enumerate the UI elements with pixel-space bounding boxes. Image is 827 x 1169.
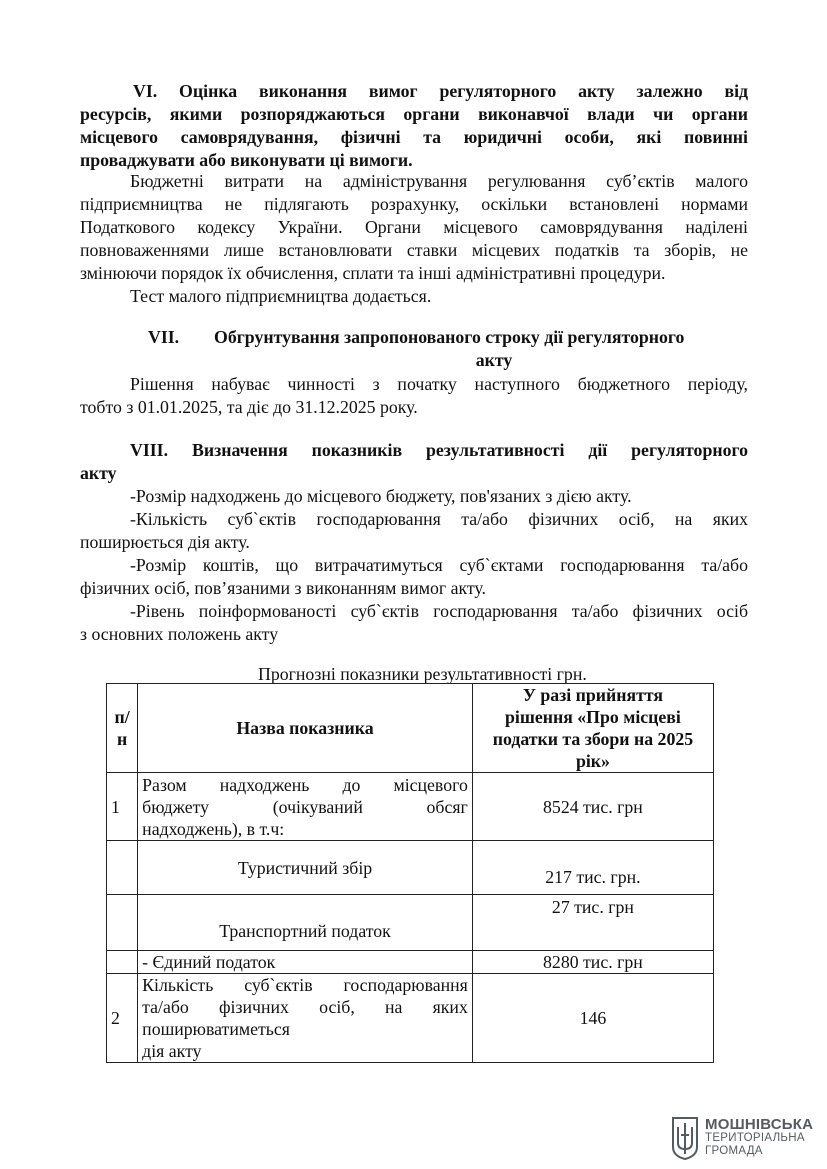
paragraph-line: змінюючи порядок їх обчислення, сплати та інші адміністративні процедури. (80, 263, 666, 283)
section-7-text (80, 373, 748, 419)
table-row (107, 974, 714, 1063)
paragraph-line: Податкового кодексу України. Органи місцевого самоврядування наділені (80, 217, 748, 237)
header-value-line: рік» (575, 751, 610, 771)
paragraph-line: підприємництва не підлягають розрахунку, оскільки встановлені нормами (80, 194, 748, 214)
small-business-test-note: Тест малого підприємництва додається. (130, 286, 432, 306)
table-header-row (107, 684, 714, 773)
paragraph-line: Рішення набуває чинності з початку наступного бюджетного періоду, (130, 374, 748, 394)
row-value: 8280 тис. грн (472, 951, 713, 974)
section-7-heading (80, 326, 748, 372)
row-num (107, 895, 138, 951)
table-row (107, 951, 714, 974)
indicators-table (106, 683, 714, 1063)
row-name-line: Разом надходжень до місцевого (142, 774, 468, 795)
header-value-line: податки та збори на 2025 (492, 729, 694, 749)
section-6-heading-line: місцевого самоврядування, фізичні та юридичні особи, які повинні (80, 127, 748, 147)
row-num: 2 (107, 974, 138, 1063)
logo-line: ТЕРИТОРІАЛЬНА (705, 1132, 805, 1144)
section-6-heading-line: VI. Оцінка виконання вимог регуляторного акту залежно від (133, 81, 748, 101)
row-value: 27 тис. грн (472, 895, 713, 951)
row-name-line: надходжень), в т.ч: (142, 818, 285, 839)
trident-icon (670, 1115, 700, 1161)
header-value-line: У разі прийняття (522, 685, 663, 705)
section-8-indicators-list (80, 485, 748, 646)
indicator-item: -Розмір коштів, що витрачатимуться суб`єктами господарювання та/або (130, 555, 748, 575)
table-row (107, 773, 714, 841)
paragraph-line: Бюджетні витрати на адміністрування регулювання суб’єктів малого (130, 171, 748, 191)
table-row (107, 895, 714, 951)
indicator-item: -Рівень поінформованості суб`єктів господарювання та/або фізичних осіб (130, 601, 748, 621)
section-7-number: VII. (148, 327, 180, 347)
section-7-title: Обгрунтування запропонованого строку дії регуляторного (214, 327, 685, 347)
row-name-line: поширюватиметься (142, 1019, 290, 1039)
indicator-item: -Розмір надходжень до місцевого бюджету, пов'язаних з дією акту. (130, 486, 632, 506)
row-name-line: Кількість суб`єктів господарювання (142, 975, 468, 995)
paragraph-line: тобто з 01.01.2025, та діє до 31.12.2025 року. (80, 397, 418, 417)
header-num: п/н (107, 684, 138, 773)
row-name (138, 974, 473, 1063)
table-caption: Прогнозні показники результативності грн. (258, 664, 587, 684)
paragraph-line: повноваженнями лише встановлювати ставки місцевих податків та зборів, не (80, 240, 748, 260)
section-8-heading-line: VIII. Визначення показників результативності дії регуляторного (130, 440, 748, 460)
logo-line: ГРОМАДА (705, 1145, 763, 1157)
row-name-line: бюджету (очікуваний обсяг (142, 796, 468, 817)
indicator-item-cont: фізичних осіб, пов’язаними з виконанням вимог акту. (80, 578, 486, 598)
section-6-heading-line: проваджувати або виконувати ці вимоги. (80, 150, 413, 170)
table-row (107, 841, 714, 895)
row-name: Туристичний збір (138, 841, 473, 895)
community-logo (670, 1115, 820, 1161)
section-6-heading (80, 80, 748, 172)
logo-line: МОШНІВСЬКА (705, 1116, 814, 1133)
header-value (472, 684, 713, 773)
row-value: 146 (472, 974, 713, 1063)
header-value-line: рішення «Про місцеві (504, 707, 681, 727)
row-name-line: дія акту (142, 1041, 202, 1061)
row-value: 217 тис. грн. (472, 841, 713, 895)
row-num: 1 (107, 773, 138, 841)
row-name: - Єдиний податок (138, 951, 473, 974)
header-name: Назва показника (138, 684, 473, 773)
indicator-item-cont: з основних положень акту (80, 624, 279, 644)
row-name-line: та/або фізичних осіб, на яких (142, 997, 468, 1017)
row-value: 8524 тис. грн (472, 773, 713, 841)
row-num (107, 951, 138, 974)
row-num (107, 841, 138, 895)
section-7-heading-line (80, 326, 748, 349)
row-name (138, 773, 473, 841)
indicator-item: -Кількість суб`єктів господарювання та/або фізичних осіб, на яких (130, 509, 748, 529)
section-8-heading-line: акту (80, 463, 117, 483)
logo-text (705, 1117, 813, 1158)
section-6-heading-line: ресурсів, якими розпоряджаються органи виконавчої влади чи органи (80, 104, 748, 124)
section-6-paragraph (80, 170, 748, 308)
section-8-heading (80, 439, 748, 485)
row-name: Транспортний податок (138, 895, 473, 951)
section-7-title-cont: акту (475, 350, 513, 370)
indicator-item-cont: поширюється дія акту. (80, 532, 250, 552)
